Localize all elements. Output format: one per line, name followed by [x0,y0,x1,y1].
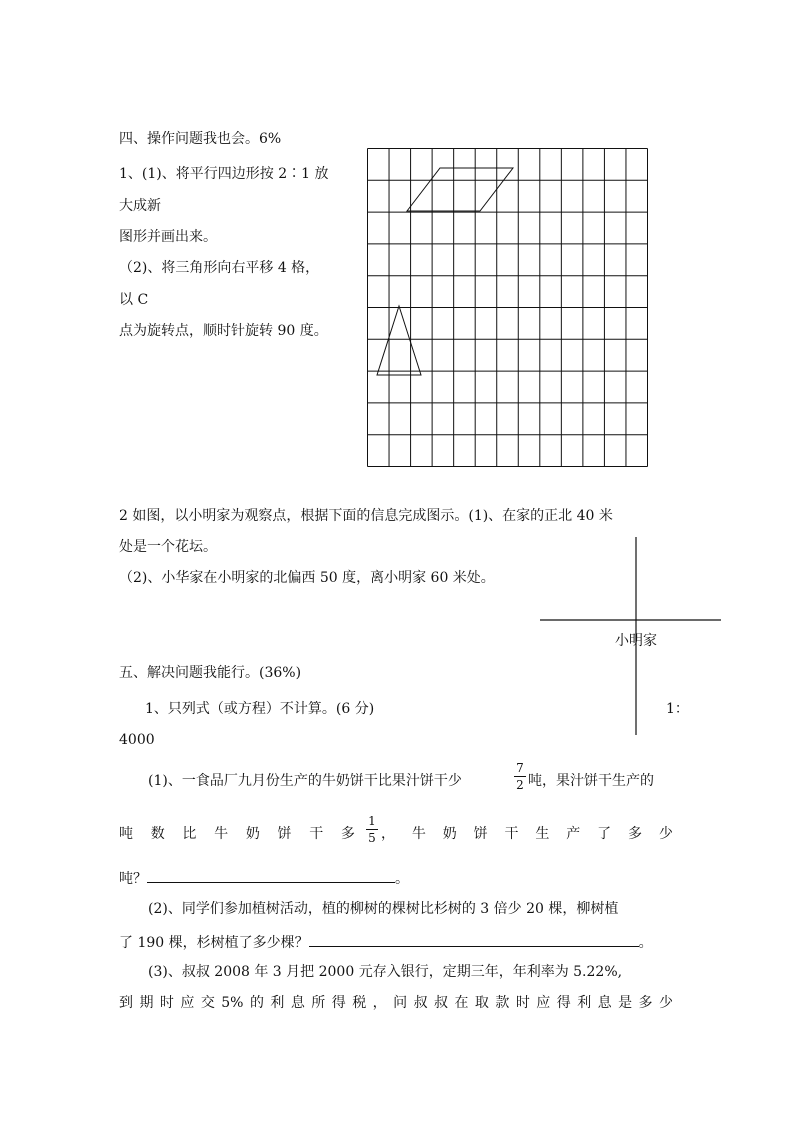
q1-text-line-2: 大成新 [119,198,161,214]
p1-line-2-char: 比 [182,826,197,842]
p1-line-2-char: 了 [597,826,612,842]
fraction-bar [366,829,378,830]
q1-text-line-5: 以 C [119,292,149,308]
scale-prefix: 1： [666,701,689,717]
q2-text-line-1: 2 如图，以小明家为观察点，根据下面的信息完成图示。(1)、在家的正北 40 米 [119,508,613,524]
p3-line-2-char: 在 [454,995,469,1011]
fraction-7-2 [514,762,526,791]
p1-end-mark: 。 [395,871,409,887]
p1-line-2-char: 干 [504,826,519,842]
p3-line-2-char: 叔 [413,995,428,1011]
p3-line-2-char: 取 [474,995,489,1011]
section-5-heading: 五、解决问题我能行。(36%) [119,665,302,681]
p1-line-2-char: 饼 [473,826,488,842]
scale-value: 4000 [119,732,155,748]
p1-line-2-tail [381,827,673,841]
p1-line-2-char: 少 [658,826,673,842]
section-4-heading: 四、操作问题我也会。6% [119,131,282,147]
p3-line-2-char: ， [372,995,387,1011]
p3-line-2-char: 时 [515,995,530,1011]
p1-line-2-char: 多 [340,826,355,842]
xiaoming-home-label: 小明家 [615,633,657,649]
p1-text-b: 吨，果汁饼干生产的 [528,773,654,789]
fraction-numerator: 7 [516,761,524,775]
p3-line-2-char: 问 [393,995,408,1011]
p3-line-2-char: 得 [331,995,346,1011]
answer-blank-2[interactable] [309,933,639,947]
p3-line-2-char: 到 [119,995,133,1011]
p3-line-2-char: 期 [139,995,154,1011]
p3-line-2-char: 交 [200,995,215,1011]
p1-line-2-char: 奶 [442,826,457,842]
p3-line-2-char: 少 [659,995,673,1011]
p3-line-2-char: 时 [159,995,174,1011]
fraction-bar [514,776,526,777]
p1-line-2-head [119,827,355,841]
p3-line-2-char: 多 [638,995,653,1011]
q2-text-line-2: 处是一个花坛。 [119,539,217,555]
p1-line-2-char: 牛 [214,826,229,842]
p1-line-2-char: 吨 [119,826,133,842]
q1-text-line-1: 1、(1)、将平行四边形按 2∶1 放 [119,166,329,182]
p1-line-3-text: 吨？ [119,871,147,887]
p3-line-2-char: 息 [290,995,305,1011]
p3-line-2-char: 应 [536,995,551,1011]
p3-line-2-char: 得 [556,995,571,1011]
p3-line-2-char: 所 [311,995,326,1011]
triangle [377,306,421,375]
p3-line-2-char: 是 [618,995,633,1011]
p1-line-2-char: 奶 [245,826,260,842]
p1-line-2-char: 饼 [277,826,292,842]
p1-line-2-char: 数 [150,826,165,842]
p3-line-2-char: 税 [352,995,367,1011]
q1-text-line-4: （2)、将三角形向右平移 4 格， [119,260,320,276]
p1-line-3 [119,869,409,886]
p1-line-2-char: 牛 [411,826,426,842]
p1-text-a: (1)、一食品厂九月份生产的牛奶饼干比果汁饼干少 [148,773,462,789]
p3-line-2-char: 利 [270,995,285,1011]
p1-line-2-char: 干 [309,826,324,842]
fraction-1-5 [366,815,378,844]
p1-line-2-char: ， [381,826,395,842]
grid-lines [368,149,648,467]
p3-line-2-char: 叔 [434,995,449,1011]
q1-text-line-6: 点为旋转点，顺时针旋转 90 度。 [119,323,328,339]
p3-line-2-char: 利 [577,995,592,1011]
p1-line-2-char: 多 [628,826,642,842]
section-5-sub-1: 1、只列式（或方程）不计算。(6 分) [145,701,375,717]
p1-line-2-char: 产 [566,826,581,842]
grid-figure [367,148,648,468]
p2-text: 了 190 棵，杉树植了多少棵？ [119,935,309,951]
p2-end-mark: 。 [638,935,653,951]
q1-text-line-3: 图形并画出来。 [119,229,217,245]
fraction-denominator: 2 [516,778,524,792]
p1-line-2-char: 生 [535,826,550,842]
p3-line-2-char: 5% [221,995,244,1011]
p3-line-2-char: 应 [180,995,195,1011]
fraction-numerator: 1 [368,814,376,828]
p2-text-line-2 [119,933,653,950]
p3-text-line-1: (3)、叔叔 2008 年 3 月把 2000 元存入银行，定期三年，年利率为 5.22%, [148,964,623,980]
p3-line-2-char: 息 [597,995,612,1011]
p3-text-line-2 [119,996,673,1010]
p3-line-2-char: 款 [495,995,510,1011]
fraction-denominator: 5 [368,831,376,845]
answer-blank-1[interactable] [147,869,395,883]
q2-text-line-3: （2)、小华家在小明家的北偏西 50 度，离小明家 60 米处。 [119,570,495,586]
p2-text-line-1: (2)、同学们参加植树活动，植的柳树的棵树比杉树的 3 倍少 20 棵，柳树植 [148,901,619,917]
p3-line-2-char: 的 [249,995,264,1011]
